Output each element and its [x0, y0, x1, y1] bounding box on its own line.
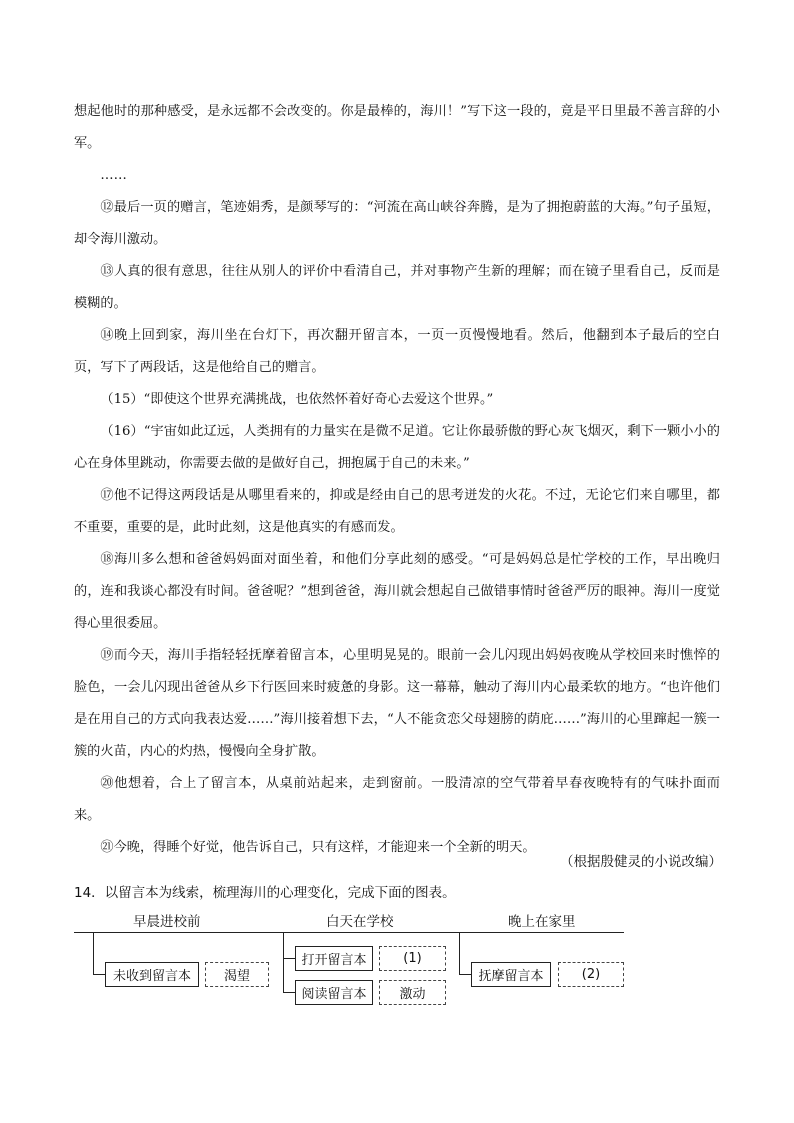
paragraph-continuation: 想起他时的那种感受，是永远都不会改变的。你是最棒的，海川！”写下这一段的，竟是平日里最不善言辞的小军。 [74, 104, 720, 151]
morning-connector-horizontal [93, 974, 105, 975]
evening-connector-vertical [459, 932, 460, 974]
question-14: 14．以留言本为线索，梳理海川的心理变化，完成下面的图表。 [74, 885, 456, 901]
header-morning: 早晨进校前 [133, 914, 201, 930]
morning-event-box: 未收到留言本 [105, 962, 199, 987]
school-event-box-1: 打开留言本 [295, 946, 373, 971]
school-feeling-blank-1: (1) [379, 946, 446, 971]
paragraph-17: ⑰他不记得这两段话是从哪里看来的，抑或是经由自己的思考迸发的火花。不过，无论它们来自哪里，都不重要，重要的是，此时此刻，这是他真实的有感而发。 [74, 488, 720, 535]
paragraph-21: ㉑今晚，得睡个好觉，他告诉自己，只有这样，才能迎来一个全新的明天。 [100, 840, 536, 855]
paragraph-18: ⑱海川多么想和爸爸妈妈面对面坐着，和他们分享此刻的感受。“可是妈妈总是忙学校的工作，早出晚归的，连和我谈心都没有时间。爸爸呢？”想到爸爸，海川就会想起自己做错事情时爸爸严厉的眼神。海川一度觉得心里很委屈。 [74, 552, 720, 631]
paragraph-12: ⑫最后一页的赠言，笔迹娟秀，是颜琴写的：“河流在高山峡谷奔腾，是为了拥抱蔚蓝的大海。”句子虽短，却令海川激动。 [74, 200, 720, 247]
paragraph-13: ⑬人真的很有意思，往往从别人的评价中看清自己，并对事物产生新的理解；而在镜子里看自己，反而是模糊的。 [74, 264, 720, 311]
school-feeling-box-2: 激动 [379, 980, 446, 1005]
morning-connector-vertical [93, 932, 94, 974]
paragraph-16: （16）“宇宙如此辽远，人类拥有的力量实在是微不足道。它让你最骄傲的野心灰飞烟灭，剩下一颗小小的心在身体里跳动，你需要去做的是做好自己，拥抱属于自己的未来。” [74, 424, 720, 471]
morning-feeling-box: 渴望 [205, 962, 269, 987]
school-connector-horizontal-1 [283, 958, 295, 959]
paragraph-15: （15）“即使这个世界充满挑战，也依然怀着好奇心去爱这个世界。” [100, 392, 494, 407]
evening-connector-horizontal [459, 974, 471, 975]
school-connector-horizontal-2 [283, 992, 295, 993]
school-event-box-2: 阅读留言本 [295, 980, 373, 1005]
evening-feeling-blank: (2) [558, 962, 624, 987]
paragraph-14: ⑭晚上回到家，海川坐在台灯下，再次翻开留言本，一页一页慢慢地看。然后，他翻到本子最后的空白页，写下了两段话，这是他给自己的赠言。 [74, 328, 720, 375]
header-school: 白天在学校 [326, 914, 394, 930]
paragraph-20: ⑳他想着，合上了留言本，从桌前站起来，走到窗前。一股清凉的空气带着早春夜晚特有的气味扑面而来。 [74, 776, 720, 823]
evening-event-box: 抚摩留言本 [471, 962, 551, 987]
paragraph-ellipsis: …… [100, 168, 127, 183]
source-note: （根据殷健灵的小说改编） [560, 854, 722, 870]
school-connector-vertical [283, 932, 284, 992]
timeline-line [74, 932, 624, 933]
header-evening: 晚上在家里 [508, 914, 576, 930]
paragraph-19: ⑲而今天，海川手指轻轻抚摩着留言本，心里明晃晃的。眼前一会儿闪现出妈妈夜晚从学校回来时憔悴的脸色，一会儿闪现出爸爸从乡下行医回来时疲惫的身影。这一幕幕，触动了海川内心最柔软的地方。“也许他们是在用自己的方式向我表达爱……”海川接着想下去，“人不能贪恋父母翅膀的荫庇……”海川的心里蹿起一簇一簇的火苗，内心的灼热，慢慢向全身扩散。 [74, 648, 720, 759]
